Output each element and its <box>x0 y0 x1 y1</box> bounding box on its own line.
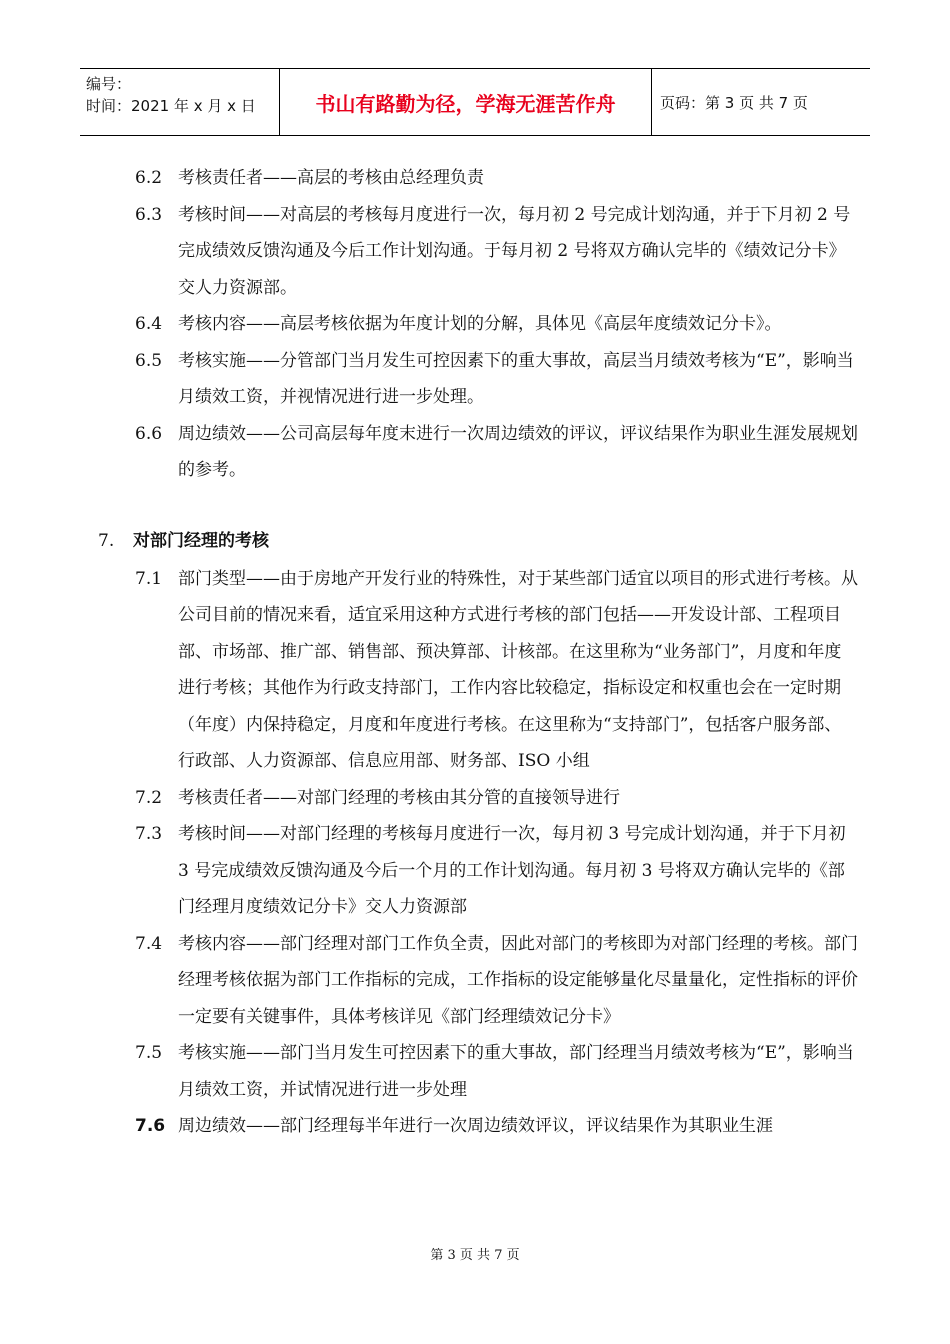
item-number: 7.6 <box>135 1116 166 1136</box>
item-text: 考核内容——高层考核依据为年度计划的分解，具体见《高层年度绩效记分卡》。 <box>178 314 782 334</box>
number-label: 编号： <box>86 75 132 93</box>
item-text: 考核时间——对部门经理的考核每月度进行一次，每月初 3 号完成计划沟通，并于下月初 3 号完成绩效反馈沟通及今后一个月的工作计划沟通。每月初 3 号将双方确认完毕的《部门经理月度绩效记分卡》交人力资源部 <box>178 824 846 917</box>
list-item <box>0 160 950 197</box>
item-text: 部门类型——由于房地产开发行业的特殊性，对于某些部门适宜以项目的形式进行考核。从公司目前的情况来看，适宜采用这种方式进行考核的部门包括——开发设计部、工程项目部、市场部、推广部、销售部、预决算部、计核部。在这里称为“业务部门”，月度和年度进行考核；其他作为行政支持部门，工作内容比较稳定，指标设定和权重也会在一定时期（年度）内保持稳定，月度和年度进行考核。在这里称为“支持部门”，包括客户服务部、行政部、人力资源部、信息应用部、财务部、ISO 小组 <box>178 568 858 771</box>
section-number: 7. <box>98 530 115 551</box>
item-number: 6.5 <box>135 350 163 371</box>
document-body <box>0 160 950 1145</box>
item-number: 7.2 <box>135 787 163 808</box>
list-item <box>0 1035 950 1108</box>
header-page-info: 页码：第 3 页 共 7 页 <box>660 93 808 112</box>
item-number: 7.5 <box>135 1043 163 1063</box>
item-text: 考核时间——对高层的考核每月度进行一次，每月初 2 号完成计划沟通，并于下月初 2 号完成绩效反馈沟通及今后工作计划沟通。于每月初 2 号将双方确认完毕的《绩效记分卡》交人力资源部。 <box>178 204 851 298</box>
item-text: 周边绩效——部门经理每半年进行一次周边绩效评议，评议结果作为其职业生涯 <box>178 1116 773 1136</box>
page-footer: 第 3 页 共 7 页 <box>430 1248 520 1263</box>
list-item <box>0 1108 950 1145</box>
page-header <box>80 68 870 136</box>
item-text: 考核责任者——对部门经理的考核由其分管的直接领导进行 <box>178 787 620 808</box>
time-label: 时间：2021 年 x 月 x 日 <box>86 97 256 115</box>
list-item <box>0 343 950 416</box>
item-text: 考核实施——部门当月发生可控因素下的重大事故，部门经理当月绩效考核为“E”，影响当月绩效工资，并试情况进行进一步处理 <box>178 1043 854 1100</box>
header-motto: 书山有路勤为径，学海无涯苦作舟 <box>280 69 652 135</box>
item-text: 周边绩效——公司高层每年度末进行一次周边绩效的评议，评议结果作为职业生涯发展规划的参考。 <box>178 423 858 480</box>
list-item <box>0 561 950 780</box>
section-title: 对部门经理的考核 <box>133 530 269 551</box>
item-number: 6.6 <box>135 423 163 444</box>
item-number: 7.3 <box>135 824 163 844</box>
item-number: 7.1 <box>135 568 163 589</box>
item-text: 考核实施——分管部门当月发生可控因素下的重大事故，高层当月绩效考核为“E”，影响当月绩效工资，并视情况进行进一步处理。 <box>178 350 854 407</box>
item-number: 6.2 <box>135 168 163 188</box>
item-text: 考核责任者——高层的考核由总经理负责 <box>178 168 484 188</box>
item-text: 考核内容——部门经理对部门工作负全责，因此对部门的考核即为对部门经理的考核。部门经理考核依据为部门工作指标的完成，工作指标的设定能够量化尽量量化，定性指标的评价一定要有关键事件，具体考核详见《部门经理绩效记分卡》 <box>178 933 858 1027</box>
list-item <box>0 306 950 343</box>
header-meta <box>80 69 280 135</box>
list-item <box>0 926 950 1036</box>
list-item <box>0 197 950 307</box>
item-number: 7.4 <box>135 933 163 954</box>
section-heading <box>0 523 950 559</box>
item-number: 6.4 <box>135 314 163 334</box>
item-number: 6.3 <box>135 204 163 225</box>
list-item <box>0 780 950 817</box>
list-item <box>0 416 950 489</box>
list-item <box>0 816 950 926</box>
